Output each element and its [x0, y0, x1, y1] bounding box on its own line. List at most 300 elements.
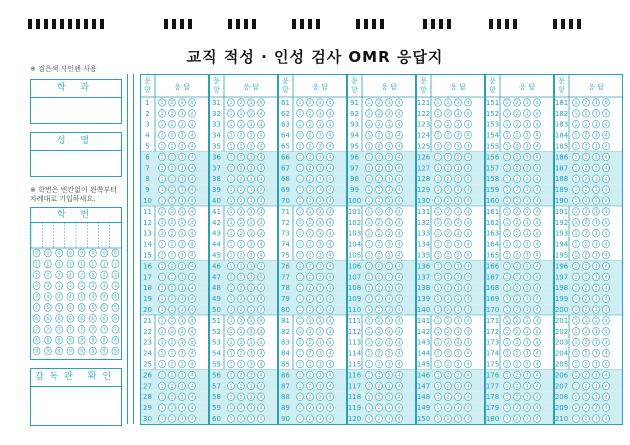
bubble-digit: 4 [466, 99, 470, 105]
bubble-digit: 1 [229, 416, 233, 422]
bubble-digit: 4 [397, 372, 401, 378]
bubble-digit: 1 [436, 383, 440, 389]
question-number: 72 [281, 218, 290, 227]
bubble-digit: 4 [328, 350, 332, 356]
question-number: 49 [212, 295, 221, 304]
bubble-digit: 3 [594, 350, 598, 356]
question-number: 39 [212, 186, 221, 195]
timing-mark [292, 19, 296, 29]
bubble-digit: 2 [308, 165, 312, 171]
id-bubble-digit: 1 [69, 261, 72, 267]
bubble-digit: 1 [160, 317, 164, 323]
question-number: 68 [281, 175, 290, 184]
bubble-digit: 4 [259, 317, 263, 323]
bubble-digit: 4 [259, 405, 263, 411]
question-number: 29 [143, 404, 152, 413]
bubble-digit: 3 [456, 187, 460, 193]
bubble-digit: 1 [505, 208, 509, 214]
bubble-digit: 4 [190, 405, 194, 411]
question-number: 145 [416, 360, 431, 369]
bubble-digit: 1 [574, 154, 578, 160]
bubble-digit: 4 [328, 208, 332, 214]
bubble-digit: 4 [259, 328, 263, 334]
bubble-digit: 3 [318, 361, 322, 367]
bubble-digit: 3 [387, 274, 391, 280]
bubble-digit: 1 [505, 99, 509, 105]
bubble-digit: 1 [160, 285, 164, 291]
bubble-digit: 4 [259, 143, 263, 149]
bubble-digit: 3 [318, 339, 322, 345]
bubble-digit: 4 [397, 165, 401, 171]
bubble-digit: 2 [446, 350, 450, 356]
bubble-digit: 1 [367, 394, 371, 400]
bubble-digit: 2 [515, 198, 519, 204]
bubble-digit: 1 [574, 208, 578, 214]
bubble-digit: 4 [397, 252, 401, 258]
question-number: 203 [554, 338, 569, 347]
id-bubble-digit: 6 [35, 315, 38, 321]
question-number: 48 [212, 284, 221, 293]
bubble-digit: 3 [456, 176, 460, 182]
question-number: 152 [485, 109, 500, 118]
question-number: 103 [347, 229, 362, 238]
bubble-digit: 2 [584, 187, 588, 193]
bubble-digit: 1 [436, 110, 440, 116]
id-bubble-digit: 0 [57, 250, 61, 256]
id-bubble-digit: 9 [114, 348, 117, 354]
bubble-digit: 2 [515, 208, 519, 214]
bubble-digit: 2 [377, 230, 381, 236]
question-number: 201 [554, 316, 569, 325]
bubble-digit: 3 [387, 154, 391, 160]
bubble-digit: 1 [160, 165, 164, 171]
bubble-digit: 2 [584, 361, 588, 367]
question-number: 129 [416, 186, 431, 195]
bubble-digit: 2 [446, 198, 450, 204]
question-number: 69 [281, 186, 290, 195]
bubble-digit: 2 [377, 285, 381, 291]
bubble-digit: 2 [308, 208, 312, 214]
bubble-digit: 1 [505, 328, 509, 334]
bubble-digit: 4 [397, 187, 401, 193]
bubble-digit: 1 [436, 143, 440, 149]
question-number: 140 [416, 306, 431, 314]
id-bubble-digit: 3 [57, 283, 61, 289]
id-bubble-digit: 3 [80, 283, 83, 289]
question-number: 169 [485, 295, 500, 304]
bubble-digit: 4 [259, 416, 263, 422]
bubble-digit: 1 [436, 307, 440, 313]
supervisor-box[interactable] [30, 368, 122, 426]
bubble-digit: 2 [377, 405, 381, 411]
timing-mark [423, 19, 427, 29]
bubble-digit: 3 [180, 219, 184, 225]
bubble-digit: 2 [584, 99, 588, 105]
bubble-digit: 1 [505, 317, 509, 323]
bubble-digit: 4 [259, 165, 263, 171]
bubble-digit: 2 [446, 328, 450, 334]
bubble-digit: 3 [525, 121, 529, 127]
bubble-digit: 1 [298, 317, 302, 323]
bubble-digit: 1 [436, 285, 440, 291]
bubble-digit: 2 [446, 187, 450, 193]
question-number: 99 [350, 186, 359, 195]
answer-sheet [140, 74, 623, 425]
bubble-digit: 2 [170, 361, 174, 367]
bubble-digit: 4 [397, 339, 401, 345]
timing-mark [44, 19, 48, 29]
id-bubble-digit: 7 [102, 326, 106, 332]
bubble-digit: 1 [298, 285, 302, 291]
bubble-digit: 4 [397, 328, 401, 334]
question-number: 47 [212, 273, 221, 282]
question-number: 159 [485, 186, 500, 195]
bubble-digit: 3 [249, 263, 253, 269]
question-number: 100 [347, 197, 362, 205]
timing-mark [561, 19, 565, 29]
bubble-digit: 4 [328, 99, 332, 105]
bubble-digit: 1 [436, 416, 440, 422]
question-number: 165 [485, 251, 500, 260]
question-number: 46 [212, 262, 221, 271]
question-number: 167 [485, 273, 500, 282]
bubble-digit: 2 [239, 263, 243, 269]
bubble-digit: 3 [318, 198, 322, 204]
bubble-digit: 1 [367, 110, 371, 116]
question-number: 122 [416, 109, 431, 118]
question-number: 144 [416, 349, 431, 358]
bubble-digit: 4 [259, 285, 263, 291]
bubble-digit: 3 [387, 121, 391, 127]
bubble-digit: 4 [466, 339, 470, 345]
question-number: 175 [485, 360, 500, 369]
bubble-digit: 1 [229, 361, 233, 367]
q-header: 항 [351, 86, 358, 94]
bubble-digit: 4 [604, 143, 608, 149]
question-number: 132 [416, 218, 431, 227]
bubble-digit: 3 [318, 394, 322, 400]
major-box[interactable] [30, 79, 122, 124]
bubble-digit: 3 [180, 285, 184, 291]
bubble-digit: 4 [604, 121, 608, 127]
bubble-digit: 3 [318, 208, 322, 214]
question-number: 138 [416, 284, 431, 293]
id-bubble-digit: 0 [114, 250, 117, 256]
timing-mark [308, 19, 312, 29]
bubble-digit: 2 [446, 252, 450, 258]
id-bubble-digit: 1 [91, 261, 95, 267]
bubble-digit: 1 [229, 219, 233, 225]
bubble-digit: 4 [604, 361, 608, 367]
bubble-digit: 2 [446, 361, 450, 367]
bubble-digit: 1 [574, 328, 578, 334]
id-bubble-digit: 5 [69, 305, 72, 310]
bubble-digit: 3 [249, 219, 253, 225]
bubble-digit: 1 [505, 165, 509, 171]
bubble-digit: 3 [525, 252, 529, 258]
bubble-digit: 3 [318, 176, 322, 182]
bubble-digit: 1 [160, 383, 164, 389]
question-number: 170 [485, 306, 500, 314]
bubble-digit: 3 [525, 143, 529, 149]
id-bubble-digit: 8 [69, 337, 72, 343]
question-number: 89 [281, 404, 290, 413]
bubble-digit: 1 [574, 198, 578, 204]
bubble-digit: 1 [298, 307, 302, 313]
question-number: 76 [281, 262, 290, 271]
bubble-digit: 3 [525, 361, 529, 367]
id-bubble-digit: 5 [57, 305, 61, 310]
bubble-digit: 1 [574, 143, 578, 149]
question-number: 36 [212, 153, 221, 162]
bubble-digit: 4 [190, 208, 194, 214]
bubble-digit: 4 [466, 154, 470, 160]
bubble-digit: 3 [456, 219, 460, 225]
bubble-digit: 1 [505, 296, 509, 302]
bubble-digit: 1 [367, 383, 371, 389]
bubble-digit: 2 [446, 372, 450, 378]
bubble-digit: 2 [170, 187, 174, 193]
id-bubble-digit: 6 [114, 315, 117, 321]
bubble-digit: 1 [160, 132, 164, 138]
bubble-digit: 3 [249, 416, 253, 422]
bubble-digit: 1 [298, 296, 302, 302]
question-number: 196 [554, 262, 569, 271]
id-bubble-digit: 9 [69, 348, 72, 354]
bubble-digit: 4 [328, 176, 332, 182]
bubble-digit: 3 [525, 110, 529, 116]
bubble-digit: 2 [170, 274, 174, 280]
timing-mark [92, 19, 96, 29]
question-number: 93 [350, 120, 359, 129]
bubble-digit: 3 [525, 383, 529, 389]
bubble-digit: 3 [594, 394, 598, 400]
bubble-digit: 1 [574, 132, 578, 138]
question-number: 121 [416, 98, 431, 107]
bubble-digit: 3 [456, 274, 460, 280]
bubble-digit: 4 [535, 263, 539, 269]
bubble-digit: 4 [466, 296, 470, 302]
bubble-digit: 3 [249, 241, 253, 247]
bubble-digit: 4 [466, 132, 470, 138]
question-number: 153 [485, 120, 500, 129]
bubble-digit: 1 [298, 252, 302, 258]
bubble-digit: 3 [525, 339, 529, 345]
bubble-digit: 1 [229, 263, 233, 269]
bubble-digit: 2 [308, 383, 312, 389]
a-header: 응 답 [381, 83, 397, 91]
bubble-digit: 3 [180, 317, 184, 323]
supervisor-label: 감독관 확인 [31, 369, 121, 387]
bubble-digit: 1 [298, 132, 302, 138]
bubble-digit: 4 [328, 219, 332, 225]
bubble-digit: 2 [170, 416, 174, 422]
bubble-digit: 1 [367, 121, 371, 127]
bubble-digit: 3 [594, 383, 598, 389]
bubble-digit: 2 [515, 143, 519, 149]
bubble-digit: 3 [387, 198, 391, 204]
id-bubble-digit: 9 [46, 348, 50, 354]
question-number: 67 [281, 164, 290, 173]
bubble-digit: 1 [160, 307, 164, 313]
bubble-digit: 3 [594, 99, 598, 105]
bubble-digit: 1 [367, 219, 371, 225]
bubble-digit: 4 [535, 99, 539, 105]
question-number: 91 [350, 98, 359, 107]
bubble-digit: 1 [160, 154, 164, 160]
bubble-digit: 1 [298, 208, 302, 214]
bubble-digit: 2 [584, 296, 588, 302]
bubble-digit: 1 [505, 416, 509, 422]
bubble-digit: 4 [190, 110, 194, 116]
bubble-digit: 3 [525, 132, 529, 138]
question-number: 104 [347, 240, 362, 249]
question-number: 191 [554, 207, 569, 216]
bubble-digit: 3 [456, 121, 460, 127]
q-header: 문 [213, 77, 220, 85]
question-number: 108 [347, 284, 362, 293]
bubble-digit: 3 [318, 187, 322, 193]
bubble-digit: 4 [397, 405, 401, 411]
bubble-digit: 4 [535, 176, 539, 182]
bubble-digit: 1 [160, 394, 164, 400]
bubble-digit: 1 [505, 405, 509, 411]
timing-mark [188, 19, 192, 29]
timing-mark [300, 19, 304, 29]
bubble-digit: 1 [229, 208, 233, 214]
bubble-digit: 3 [249, 143, 253, 149]
bubble-digit: 2 [584, 230, 588, 236]
bubble-digit: 4 [604, 328, 608, 334]
question-number: 160 [485, 197, 500, 205]
bubble-digit: 4 [190, 285, 194, 291]
q-header: 문 [558, 77, 565, 85]
bubble-digit: 2 [239, 307, 243, 313]
question-number: 52 [212, 327, 221, 336]
bubble-digit: 1 [367, 263, 371, 269]
name-box[interactable] [30, 132, 122, 177]
bubble-digit: 2 [446, 339, 450, 345]
question-number: 157 [485, 164, 500, 173]
name-label: 성 명 [31, 133, 121, 151]
id-bubble-digit: 4 [46, 294, 50, 300]
bubble-digit: 3 [180, 230, 184, 236]
timing-mark [489, 19, 493, 29]
bubble-digit: 2 [446, 110, 450, 116]
bubble-digit: 4 [190, 99, 194, 105]
bubble-digit: 1 [436, 372, 440, 378]
bubble-digit: 2 [170, 219, 174, 225]
bubble-digit: 2 [446, 99, 450, 105]
bubble-digit: 1 [160, 416, 164, 422]
question-number: 135 [416, 251, 431, 260]
q-header: 항 [144, 86, 151, 94]
bubble-digit: 2 [446, 296, 450, 302]
bubble-digit: 1 [160, 241, 164, 247]
bubble-digit: 3 [318, 307, 322, 313]
question-number: 98 [350, 175, 359, 184]
bubble-digit: 3 [456, 350, 460, 356]
bubble-digit: 2 [515, 241, 519, 247]
bubble-digit: 3 [594, 219, 598, 225]
timing-marks [0, 0, 630, 30]
bubble-digit: 3 [318, 274, 322, 280]
bubble-digit: 3 [387, 176, 391, 182]
question-number: 176 [485, 371, 500, 380]
a-header: 응 답 [174, 83, 190, 91]
bubble-digit: 2 [239, 317, 243, 323]
bubble-digit: 3 [525, 208, 529, 214]
timing-mark [180, 19, 184, 29]
bubble-digit: 1 [160, 143, 164, 149]
bubble-digit: 3 [525, 263, 529, 269]
bubble-digit: 2 [239, 405, 243, 411]
bubble-digit: 2 [584, 241, 588, 247]
question-number: 77 [281, 273, 290, 282]
bubble-digit: 2 [308, 296, 312, 302]
question-number: 79 [281, 295, 290, 304]
bubble-digit: 1 [574, 252, 578, 258]
bubble-digit: 3 [456, 165, 460, 171]
bubble-digit: 4 [604, 176, 608, 182]
bubble-digit: 3 [318, 263, 322, 269]
bubble-digit: 3 [180, 339, 184, 345]
bubble-digit: 4 [328, 285, 332, 291]
bubble-digit: 1 [298, 99, 302, 105]
bubble-digit: 3 [525, 416, 529, 422]
bubble-digit: 2 [239, 350, 243, 356]
bubble-digit: 1 [436, 241, 440, 247]
bubble-digit: 2 [308, 143, 312, 149]
bubble-digit: 1 [298, 361, 302, 367]
question-number: 195 [554, 251, 569, 260]
bubble-digit: 2 [515, 285, 519, 291]
bubble-digit: 1 [505, 176, 509, 182]
bubble-digit: 2 [446, 121, 450, 127]
bubble-digit: 2 [239, 110, 243, 116]
question-number: 38 [212, 175, 221, 184]
bubble-digit: 3 [456, 110, 460, 116]
bubble-digit: 2 [308, 394, 312, 400]
bubble-digit: 3 [180, 383, 184, 389]
bubble-digit: 3 [318, 154, 322, 160]
bubble-digit: 1 [298, 219, 302, 225]
question-number: 111 [347, 316, 362, 325]
id-bubble-digit: 9 [35, 348, 38, 354]
question-number: 102 [347, 218, 362, 227]
bubble-digit: 2 [239, 132, 243, 138]
bubble-digit: 1 [574, 219, 578, 225]
bubble-digit: 3 [387, 230, 391, 236]
bubble-digit: 4 [466, 252, 470, 258]
bubble-digit: 2 [170, 252, 174, 258]
bubble-digit: 3 [249, 110, 253, 116]
question-number: 185 [554, 142, 569, 151]
bubble-digit: 3 [318, 296, 322, 302]
bubble-digit: 2 [239, 187, 243, 193]
id-bubble-digit: 4 [80, 294, 83, 300]
question-number: 198 [554, 284, 569, 293]
bubble-digit: 2 [239, 339, 243, 345]
bubble-digit: 3 [180, 198, 184, 204]
bubble-digit: 3 [594, 143, 598, 149]
bubble-digit: 2 [515, 274, 519, 280]
bubble-digit: 1 [229, 252, 233, 258]
bubble-digit: 3 [594, 263, 598, 269]
bubble-digit: 3 [525, 307, 529, 313]
bubble-digit: 1 [505, 187, 509, 193]
bubble-digit: 2 [170, 230, 174, 236]
